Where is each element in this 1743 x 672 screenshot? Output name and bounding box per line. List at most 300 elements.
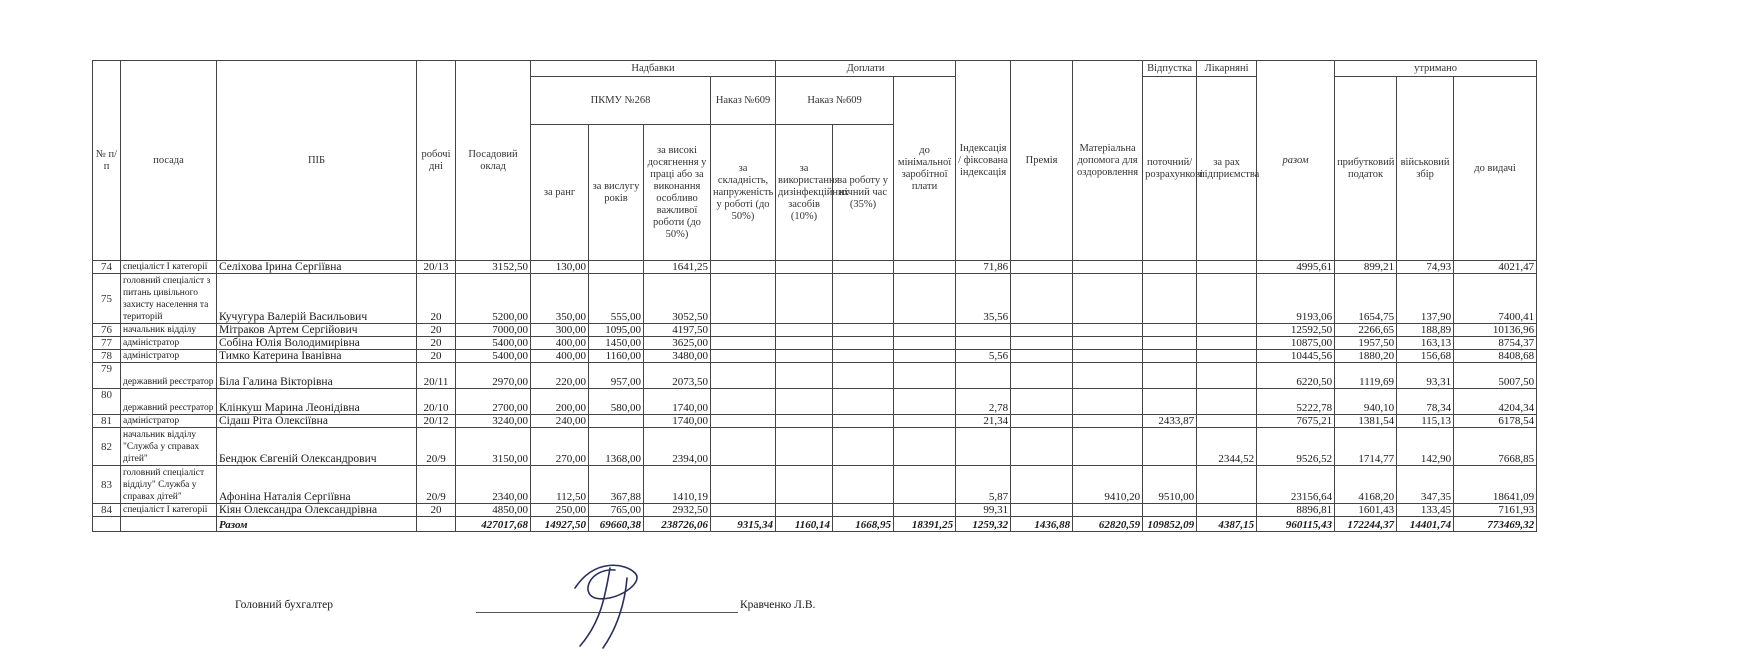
accountant-role: Головний бухгалтер [235,599,333,611]
table-cell [776,324,833,337]
table-cell: 200,00 [531,389,589,415]
table-cell [711,466,776,504]
col-oklad: Посадовий оклад [456,61,531,261]
table-cell: 10875,00 [1257,337,1335,350]
table-cell: 71,86 [956,261,1011,274]
col-viiskovyi: військовий збір [1397,77,1454,261]
table-cell: 2394,00 [644,428,711,466]
table-cell: 1381,54 [1335,415,1397,428]
table-cell [894,337,956,350]
table-cell [776,274,833,324]
table-cell: 9526,52 [1257,428,1335,466]
table-cell: 400,00 [531,350,589,363]
table-cell: 4387,15 [1197,517,1257,532]
table-cell [711,350,776,363]
table-cell [93,517,121,532]
table-cell [1197,261,1257,274]
table-cell: 9193,06 [1257,274,1335,324]
table-row [93,428,1537,466]
table-cell [1197,274,1257,324]
col-vydachi: до видачі [1454,77,1537,261]
table-cell [1011,415,1073,428]
col-vyslugu: за вислугу років [589,125,644,261]
table-cell: Мітраков Артем Сергійович [217,324,417,337]
table-cell: державний реєстратор [121,363,217,389]
table-cell: 3150,00 [456,428,531,466]
table-cell [833,466,894,504]
table-cell: 347,35 [1397,466,1454,504]
table-cell: головний спеціаліст відділу" Служба у справах дітей" [121,466,217,504]
table-cell: 1450,00 [589,337,644,350]
table-cell [589,261,644,274]
table-cell: 14927,50 [531,517,589,532]
table-cell: 20 [417,337,456,350]
table-cell: 7668,85 [1454,428,1537,466]
col-razom [1257,61,1335,261]
table-cell [776,428,833,466]
table-cell: 940,10 [1335,389,1397,415]
table-cell: Клінкуш Марина Леонідівна [217,389,417,415]
col-posada: посада [121,61,217,261]
table-cell [1011,324,1073,337]
table-cell: Афоніна Наталія Сергіївна [217,466,417,504]
table-cell: 1654,75 [1335,274,1397,324]
table-row [93,466,1537,504]
table-cell: 69660,38 [589,517,644,532]
table-cell: 9510,00 [1143,466,1197,504]
table-cell: 7400,41 [1454,274,1537,324]
table-cell [894,504,956,517]
table-cell [1011,466,1073,504]
table-row [93,415,1537,428]
table-cell: 8896,81 [1257,504,1335,517]
table-cell [1011,363,1073,389]
table-cell: 2970,00 [456,363,531,389]
col-indeks: Індексація / фіксована індексація [956,61,1011,261]
table-cell: 93,31 [1397,363,1454,389]
table-cell: 18391,25 [894,517,956,532]
table-cell [833,363,894,389]
table-cell: 427017,68 [456,517,531,532]
table-row [93,274,1537,324]
table-cell [956,428,1011,466]
table-cell: начальник відділу "Служба у справах дітей" [121,428,217,466]
totals-label: Разом [217,517,417,532]
table-cell: Біла Галина Вікторівна [217,363,417,389]
table-row [93,261,1537,274]
table-cell: 188,89 [1397,324,1454,337]
table-cell [589,415,644,428]
table-cell: 20/11 [417,363,456,389]
table-cell: державний реєстратор [121,389,217,415]
table-cell: 957,00 [589,363,644,389]
table-cell [776,350,833,363]
table-row [93,363,1537,389]
table-cell [1143,363,1197,389]
table-cell [833,389,894,415]
table-cell: 1095,00 [589,324,644,337]
table-cell [833,415,894,428]
table-cell [894,466,956,504]
col-pib: ПІБ [217,61,417,261]
table-cell [1073,324,1143,337]
table-cell [894,428,956,466]
col-premiia: Премія [1011,61,1073,261]
col-potochnyi: поточний/ розрахункові [1143,77,1197,261]
table-cell: адміністратор [121,337,217,350]
table-cell: 4197,50 [644,324,711,337]
table-cell [1073,389,1143,415]
table-cell: 2932,50 [644,504,711,517]
table-cell [1011,261,1073,274]
table-cell: 1259,32 [956,517,1011,532]
table-cell [1073,415,1143,428]
table-cell: 99,31 [956,504,1011,517]
payroll-table [92,60,1537,532]
table-cell: 580,00 [589,389,644,415]
table-cell: 5400,00 [456,337,531,350]
table-cell [833,337,894,350]
table-cell: 2700,00 [456,389,531,415]
table-cell [711,261,776,274]
col-dosiagnennia: за високі досягнення у праці або за виконання особливо важливої роботи (до 50%) [644,125,711,261]
table-cell: 1714,77 [1335,428,1397,466]
col-nichnyi: за роботу у нічний час (35%) [833,125,894,261]
table-cell [894,415,956,428]
table-cell [1011,274,1073,324]
table-cell: 1160,00 [589,350,644,363]
table-cell: 1410,19 [644,466,711,504]
table-cell: 960115,43 [1257,517,1335,532]
table-cell: 1160,14 [776,517,833,532]
group-nakaz609a: Наказ №609 [711,77,776,125]
table-cell [417,517,456,532]
table-cell [1143,350,1197,363]
table-cell: 81 [93,415,121,428]
table-cell: 23156,64 [1257,466,1335,504]
table-cell [1143,261,1197,274]
table-cell: 1436,88 [1011,517,1073,532]
table-cell: 20/12 [417,415,456,428]
table-cell [711,504,776,517]
table-cell: 1957,50 [1335,337,1397,350]
table-cell: 9410,20 [1073,466,1143,504]
table-cell: 115,13 [1397,415,1454,428]
table-cell: 20 [417,274,456,324]
table-body [93,261,1537,532]
table-cell: 79 [93,363,121,389]
table-cell [776,363,833,389]
table-cell: 5,56 [956,350,1011,363]
table-cell [956,337,1011,350]
table-cell [833,261,894,274]
table-row [93,324,1537,337]
table-cell: 142,90 [1397,428,1454,466]
table-cell: 20 [417,350,456,363]
table-cell: 133,45 [1397,504,1454,517]
table-cell [894,261,956,274]
table-cell: 367,88 [589,466,644,504]
table-cell [1197,389,1257,415]
table-cell: Тимко Катерина Іванівна [217,350,417,363]
table-cell: 18641,09 [1454,466,1537,504]
table-cell: 1601,43 [1335,504,1397,517]
table-cell: Селіхова Ірина Сергіївна [217,261,417,274]
table-cell: 3240,00 [456,415,531,428]
table-cell [1197,324,1257,337]
table-cell [894,363,956,389]
table-cell: 2266,65 [1335,324,1397,337]
table-cell: 300,00 [531,324,589,337]
table-cell [1011,350,1073,363]
table-cell: 20 [417,324,456,337]
table-cell [894,389,956,415]
table-cell: Собіна Юлія Володимирівна [217,337,417,350]
table-cell: 137,90 [1397,274,1454,324]
table-cell: адміністратор [121,350,217,363]
table-cell: 238726,06 [644,517,711,532]
table-cell [894,324,956,337]
table-cell: 1641,25 [644,261,711,274]
table-cell [1197,363,1257,389]
table-cell: начальник відділу [121,324,217,337]
table-cell: 130,00 [531,261,589,274]
table-cell: 2073,50 [644,363,711,389]
table-cell: 84 [93,504,121,517]
table-cell: 9315,34 [711,517,776,532]
table-cell: 7675,21 [1257,415,1335,428]
col-dezinf: за використання дизінфекційних засобів (10%) [776,125,833,261]
table-cell: 78 [93,350,121,363]
table-cell: 2340,00 [456,466,531,504]
table-cell [1143,428,1197,466]
table-cell: 80 [93,389,121,415]
table-cell: Бендюк Євгеній Олександрович [217,428,417,466]
table-cell [833,324,894,337]
table-cell [1073,428,1143,466]
table-row [93,389,1537,415]
table-cell [956,324,1011,337]
col-razom-label: разом [1282,154,1309,166]
table-cell: 78,34 [1397,389,1454,415]
table-cell [711,363,776,389]
group-pkmu268: ПКМУ №268 [531,77,711,125]
table-cell [776,337,833,350]
table-cell: головний спеціаліст з питань цивільного захисту населення та територій [121,274,217,324]
table-row [93,350,1537,363]
table-row [93,504,1537,517]
table-cell [894,274,956,324]
table-cell [1011,428,1073,466]
table-cell [1073,363,1143,389]
table-cell: 163,13 [1397,337,1454,350]
table-cell: 1668,95 [833,517,894,532]
table-cell [1011,337,1073,350]
table-cell [1073,261,1143,274]
group-nakaz609b: Наказ №609 [776,77,894,125]
table-cell: 62820,59 [1073,517,1143,532]
table-cell [121,517,217,532]
table-cell: 20 [417,504,456,517]
col-no: № п/п [93,61,121,261]
table-cell [711,274,776,324]
table-cell: 555,00 [589,274,644,324]
table-cell [1197,415,1257,428]
table-cell [776,261,833,274]
table-cell: 773469,32 [1454,517,1537,532]
table-cell: 8754,37 [1454,337,1537,350]
table-cell: 5,87 [956,466,1011,504]
col-minimalnoi: до мінімальної заробітної плати [894,77,956,261]
table-cell: 75 [93,274,121,324]
table-cell: 765,00 [589,504,644,517]
table-cell: 899,21 [1335,261,1397,274]
table-cell [833,350,894,363]
table-cell [1197,466,1257,504]
table-cell: 4995,61 [1257,261,1335,274]
table-cell [1197,350,1257,363]
table-cell [1197,337,1257,350]
table-cell [776,389,833,415]
col-skladnist: за складність, напруженість у роботі (до 50%) [711,125,776,261]
table-cell: 112,50 [531,466,589,504]
signature-icon [555,548,665,648]
table-cell: спеціаліст І категорії [121,261,217,274]
table-cell: 12592,50 [1257,324,1335,337]
table-cell: 6220,50 [1257,363,1335,389]
table-cell: 20/9 [417,428,456,466]
table-cell: 172244,37 [1335,517,1397,532]
table-cell: 5222,78 [1257,389,1335,415]
group-vidpustka: Відпустка [1143,61,1197,77]
table-cell: 8408,68 [1454,350,1537,363]
table-cell [1143,337,1197,350]
table-cell: 109852,09 [1143,517,1197,532]
table-cell: 3480,00 [644,350,711,363]
table-cell: 4168,20 [1335,466,1397,504]
table-cell [833,428,894,466]
col-dopomoga: Матеріальна допомога для оздоровлення [1073,61,1143,261]
table-cell [956,363,1011,389]
table-header [93,61,1537,261]
table-cell [1073,504,1143,517]
table-cell [833,274,894,324]
table-cell: 270,00 [531,428,589,466]
col-rakhunok: за рах підприємства [1197,77,1257,261]
table-cell [776,415,833,428]
table-cell [1197,504,1257,517]
table-cell: 1740,00 [644,389,711,415]
col-podatok: прибутковий податок [1335,77,1397,261]
table-cell: Кіян Олександра Олександрівна [217,504,417,517]
table-cell: 76 [93,324,121,337]
table-cell: 2344,52 [1197,428,1257,466]
table-cell [1073,350,1143,363]
table-cell: 74 [93,261,121,274]
table-cell: 5007,50 [1454,363,1537,389]
table-cell: 35,56 [956,274,1011,324]
table-cell: Сідаш Ріта Олексіївна [217,415,417,428]
table-cell: 3152,50 [456,261,531,274]
table-cell: 156,68 [1397,350,1454,363]
table-row [93,337,1537,350]
table-cell: 1368,00 [589,428,644,466]
table-cell: 1740,00 [644,415,711,428]
table-cell [894,350,956,363]
table-cell: 3052,50 [644,274,711,324]
table-cell: 250,00 [531,504,589,517]
table-cell: 10136,96 [1454,324,1537,337]
table-cell: 3625,00 [644,337,711,350]
table-cell [711,337,776,350]
table-cell: 10445,56 [1257,350,1335,363]
table-cell [1011,504,1073,517]
group-nadbavky: Надбавки [531,61,776,77]
table-cell: 5400,00 [456,350,531,363]
table-cell: 240,00 [531,415,589,428]
table-cell: 1880,20 [1335,350,1397,363]
table-cell: 350,00 [531,274,589,324]
group-doplaty: Доплати [776,61,956,77]
table-cell [1143,274,1197,324]
accountant-name: Кравченко Л.В. [740,599,816,611]
table-cell: 5200,00 [456,274,531,324]
table-cell: 2,78 [956,389,1011,415]
table-cell: 82 [93,428,121,466]
table-cell: адміністратор [121,415,217,428]
group-utrymano: утримано [1335,61,1537,77]
table-cell: 20/10 [417,389,456,415]
table-cell [711,415,776,428]
table-cell: 4204,34 [1454,389,1537,415]
table-cell: 400,00 [531,337,589,350]
table-cell: 21,34 [956,415,1011,428]
table-cell [776,466,833,504]
table-cell [833,504,894,517]
group-likarniani: Лікарняні [1197,61,1257,77]
table-cell [776,504,833,517]
table-cell [1073,274,1143,324]
table-cell [1073,337,1143,350]
col-rang: за ранг [531,125,589,261]
table-cell [711,324,776,337]
col-robochi: робочі дні [417,61,456,261]
table-cell: 74,93 [1397,261,1454,274]
table-cell: 6178,54 [1454,415,1537,428]
table-cell [1011,389,1073,415]
table-cell [1143,324,1197,337]
table-cell: 2433,87 [1143,415,1197,428]
table-cell: 4850,00 [456,504,531,517]
table-cell: Кучугура Валерій Васильович [217,274,417,324]
table-cell: 14401,74 [1397,517,1454,532]
table-cell: 4021,47 [1454,261,1537,274]
table-cell: 20/9 [417,466,456,504]
table-cell: 7161,93 [1454,504,1537,517]
table-cell: 1119,69 [1335,363,1397,389]
table-cell: 83 [93,466,121,504]
table-cell [711,428,776,466]
table-cell: 7000,00 [456,324,531,337]
table-cell: 20/13 [417,261,456,274]
totals-row [93,517,1537,532]
table-cell [1143,504,1197,517]
table-cell: 77 [93,337,121,350]
table-cell [711,389,776,415]
table-cell: спеціаліст І категорії [121,504,217,517]
table-cell [1143,389,1197,415]
table-cell: 220,00 [531,363,589,389]
